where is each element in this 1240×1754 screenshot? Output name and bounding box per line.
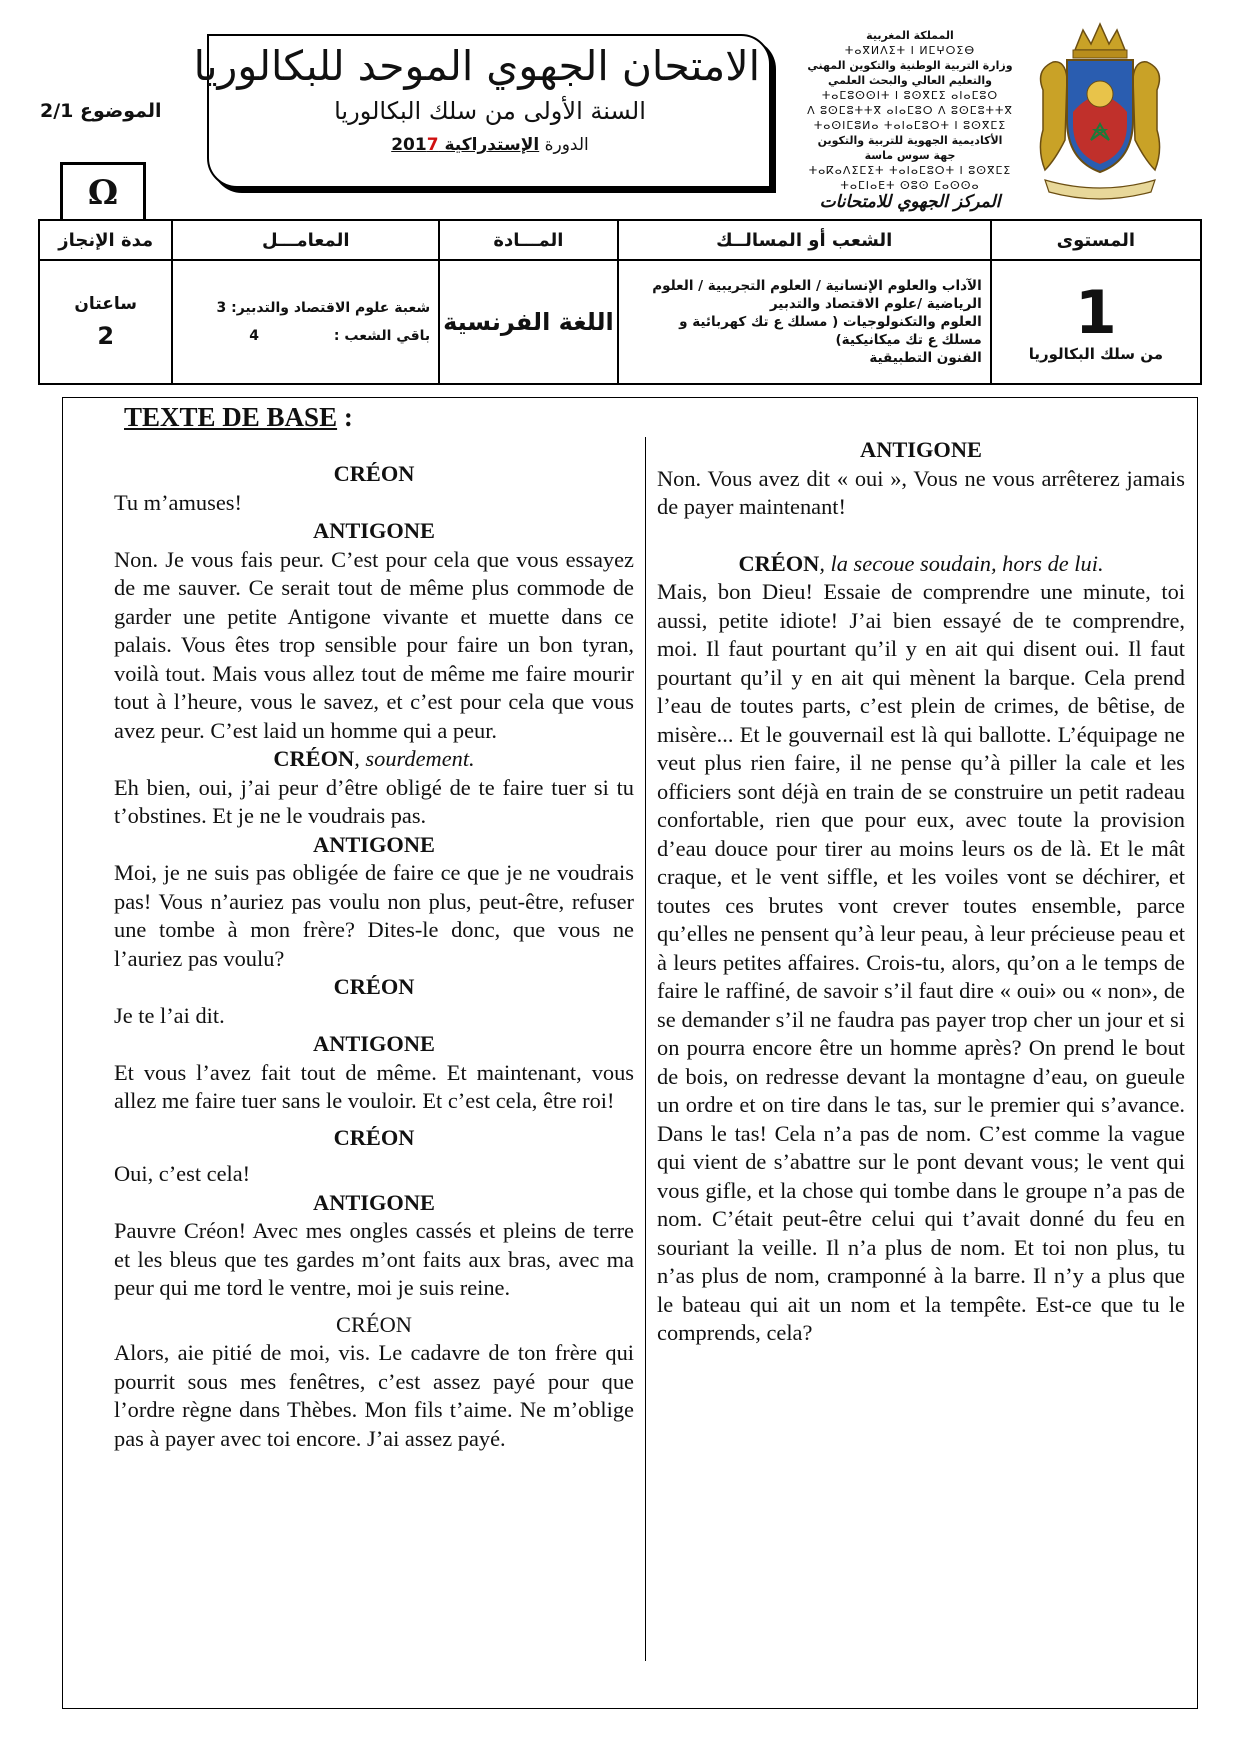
speaker-antigone: ANTIGONE — [313, 831, 435, 857]
dialogue-line: Je te l’ai dit. — [114, 1002, 225, 1028]
inst-kingdom: المملكة المغربية — [866, 29, 954, 42]
speaker-name: CRÉON — [273, 746, 355, 771]
session-year-main: 201 — [391, 135, 427, 155]
dialogue-line: Moi, je ne suis pas obligée de faire ce que je ne voudrais pas! Vous n’auriez pas voulu non plus, peut-être, refuser une tombe à mon frère? Dites-le donc, que vous ne l’auriez pas voulu? — [114, 860, 634, 971]
coef-line-2 — [181, 322, 430, 350]
session-year — [391, 135, 438, 155]
institution-block — [795, 28, 1025, 210]
coef-label-1: شعبة علوم الاقتصاد والتدبير: — [231, 300, 431, 316]
speaker-creon: CRÉON — [333, 461, 415, 486]
streams-line-1: الآداب والعلوم الإنسانية / العلوم التجريبية / العلوم — [652, 278, 982, 294]
header-duration: مدة الإنجاز — [39, 220, 172, 260]
level-text: من سلك البكالوريا — [1028, 345, 1163, 363]
dialogue-line: Non. Je vous fais peur. C’est pour cela que vous essayez de me sauver. Ce serait tout de même plus commode de garder une petite Antigone vivante et muette dans ce palais. Vous êtes trop sensible pour faire un bon tyran, voilà tout. Mais vous allez tout de même me faire mourir tout à l’heure, vous le savez, et c’est pour cela que vous avez peur. C’est laid un homme qui a peur. — [114, 546, 634, 743]
dialogue-line: Oui, c’est cela! — [114, 1161, 251, 1186]
inst-tifinagh-3: ⵜⴰⵙⵏⵎⵓⵍⴰ ⵜⴰⵏⴰⵎⵓⵔⵜ ⵏ ⵓⵙⴳⵎⵉ — [813, 119, 1007, 132]
session-name: الإستدراكية — [444, 135, 540, 155]
speaker-antigone: ANTIGONE — [313, 1189, 435, 1215]
inst-exam-center: المركز الجهوي للامتحانات — [819, 192, 1001, 212]
topic-indicator — [40, 100, 180, 122]
dialogue-line: Pauvre Créon! Avec mes ongles cassés et pleins de terre et les bleus que tes gardes m’ont faits aux bras, avec ma peur qui me tord le ventre, moi je suis reine. — [114, 1218, 634, 1300]
speaker-antigone: ANTIGONE — [313, 518, 435, 543]
coef-value-1: 3 — [216, 300, 227, 316]
speaker-creon: CRÉON — [333, 1124, 415, 1150]
speaker-creon — [114, 745, 634, 774]
streams-line-2: الرياضية /علوم الاقتصاد والتدبير — [769, 296, 982, 312]
session-prefix: الدورة — [544, 135, 589, 155]
exam-info-table — [38, 219, 1202, 385]
session-year-last-digit: 7 — [426, 135, 439, 155]
stage-direction: , la secoue soudain, hors de lui. — [819, 550, 1104, 576]
exam-title: الامتحان الجهوي الموحد للبكالوريا — [193, 42, 760, 90]
inst-academy: الأكاديمية الجهوية للتربية والتكوين — [817, 134, 1003, 147]
section-title-text: TEXTE DE BASE — [124, 402, 338, 432]
streams-line-4: مسلك ع تك ميكانيكية) — [835, 332, 982, 348]
exam-session — [360, 135, 620, 155]
speaker-creon: CRÉON — [336, 1311, 412, 1337]
level-cell — [991, 260, 1201, 384]
header-level: المستوى — [991, 220, 1201, 260]
header-subject: المـــادة — [439, 220, 618, 260]
omega-box — [60, 162, 146, 220]
duration-number: 2 — [97, 322, 115, 350]
dialogue-line: Eh bien, oui, j’ai peur d’être obligé de te faire tuer si tu t’obstines. Et je ne le voudrais pas. — [114, 774, 634, 828]
header-coefficient: المعامـــل — [172, 220, 439, 260]
inst-tifinagh-5: ⵜⴰⵎⵏⴰⴹⵜ ⵙⵓⵙ ⵎⴰⵙⵙⴰ — [840, 179, 980, 192]
streams-line-5: الفنون التطبيقية — [869, 350, 982, 366]
level-number: 1 — [1074, 278, 1117, 348]
dialogue-line: Non. Vous avez dit « oui », Vous ne vous arrêterez jamais de payer maintenant! — [657, 465, 1185, 519]
column-divider — [645, 437, 646, 1661]
dialogue-line: Alors, aie pitié de moi, vis. Le cadavre de ton frère qui pourrit sous mes fenêtres, c’est assez payé pour que l’ordre règne dans Thèbes. Mon fils t’aime. Ne m’oblige pas à payer avec toi encore. J’ai assez payé. — [114, 1340, 634, 1451]
coat-of-arms-emblem — [1025, 20, 1175, 200]
speaker-antigone: ANTIGONE — [860, 437, 982, 462]
inst-tifinagh-1: ⵜⴰⵎⵓⵙⵙⵏⵜ ⵏ ⵓⵙⴳⵎⵉ ⴰⵏⴰⵎⵓⵔ — [821, 89, 999, 102]
header-streams: الشعب أو المسالــك — [618, 220, 991, 260]
topic-number: 2/1 — [40, 100, 74, 122]
speaker-creon — [657, 550, 1185, 579]
speaker-creon: CRÉON — [333, 974, 415, 999]
coefficient-cell — [172, 260, 439, 384]
coef-value-2: 4 — [249, 328, 260, 344]
inst-region: جهة سوس ماسة — [864, 149, 956, 162]
topic-label: الموضوع — [80, 100, 162, 122]
session-name-year — [391, 135, 539, 155]
subject-cell: اللغة الفرنسية — [439, 260, 618, 384]
duration-word: ساعتان — [74, 294, 137, 314]
section-title — [124, 402, 353, 433]
speaker-antigone: ANTIGONE — [313, 1031, 435, 1056]
duration-cell — [39, 260, 172, 384]
dialogue-line: Mais, bon Dieu! Essaie de comprendre une minute, toi aussi, petite idiote! J’ai bien essayé de te comprendre, moi. Il faut pourtant qu’il y en ait qui disent oui. Il faut pourtant qu’il y en ait qui mènent la barque. Cela prend l’eau de toutes parts, c’est plein de crimes, de bêtise, de misère... Et le gouvernail est là qui ballotte. L’équipage ne veut plus rien faire, il ne pense qu’à piller la cale et les officiers sont déjà en train de se construire un petit radeau confortable, rien que pour eux, avec toute la provision d’eau douce pour tirer au moins leurs os de là. Et le mât craque, et le vent siffle, et les voiles vont se déchirer, et toutes ces brutes vont crever toutes ensemble, parce qu’elles ne pensent qu’à leur peau, à leur précieuse peau et à leurs petites affaires. Crois-tu, alors, qu’on a le temps de faire le raffiné, de savoir s’il faut dire « oui» ou « non», de se demander s’il ne faudra pas payer trop cher un jour et si on pourra encore être un homme après? On prend le bout de bois, on redresse devant la montagne d’eau, on gueule un ordre et on tire dans le tas, sur le premier qui s’avance. Dans le tas! Cela n’a pas de nom. C’est comme la vague qui vient de s’abattre sur le pont devant vous; le vent qui vous gifle, et la chose qui tombe dans le groupe n’a pas de nom. C’était peut-être celui qui t’avait donné du feu en souriant la veille. Il n’a plus de nom. Et toi non plus, tu n’as plus de nom, cramponné à la barre. Il n’y a plus que le bateau qui ait un nom et la tempête. Est-ce que tu le comprends, cela? — [657, 579, 1185, 1345]
inst-ministry-2: والتعليم العالي والبحث العلمي — [828, 74, 992, 87]
dialogue-line: Tu m’amuses! — [114, 489, 242, 515]
left-column — [114, 460, 634, 1453]
streams-cell — [618, 260, 991, 384]
section-title-colon: : — [337, 402, 353, 432]
coef-label-2: باقي الشعب : — [333, 328, 431, 344]
dialogue-line: Et vous l’avez fait tout de même. Et maintenant, vous allez me faire tuer sans le vouloir. Et c’est cela, être roi! — [114, 1059, 634, 1113]
stage-direction: , sourdement. — [354, 746, 475, 771]
inst-kingdom-tifinagh: ⵜⴰⴳⵍⴷⵉⵜ ⵏ ⵍⵎⵖⵔⵉⴱ — [844, 44, 976, 57]
exam-subtitle: السنة الأولى من سلك البكالوريا — [334, 97, 646, 125]
info-body-row — [39, 260, 1201, 384]
speaker-name: CRÉON — [738, 550, 820, 576]
coef-line-1 — [181, 294, 430, 322]
omega-symbol: Ω — [87, 172, 119, 213]
inst-tifinagh-4: ⵜⴰⴽⴰⴷⵉⵎⵉⵜ ⵜⴰⵏⴰⵎⵓⵔⵜ ⵏ ⵓⵙⴳⵎⵉ — [808, 164, 1012, 177]
right-column — [657, 436, 1185, 1348]
streams-line-3: العلوم والتكنولوجيات ( مسلك ع تك كهربائية و — [679, 314, 982, 330]
inst-ministry: وزارة التربية الوطنية والتكوين المهني — [807, 59, 1013, 72]
info-header-row — [39, 220, 1201, 260]
inst-tifinagh-2: ⴷ ⵓⵙⵎⵓⵜⵜⴳ ⴰⵏⴰⵎⵓⵔ ⴷ ⵓⵙⵎⵓⵜⵜⴳ — [807, 104, 1013, 117]
